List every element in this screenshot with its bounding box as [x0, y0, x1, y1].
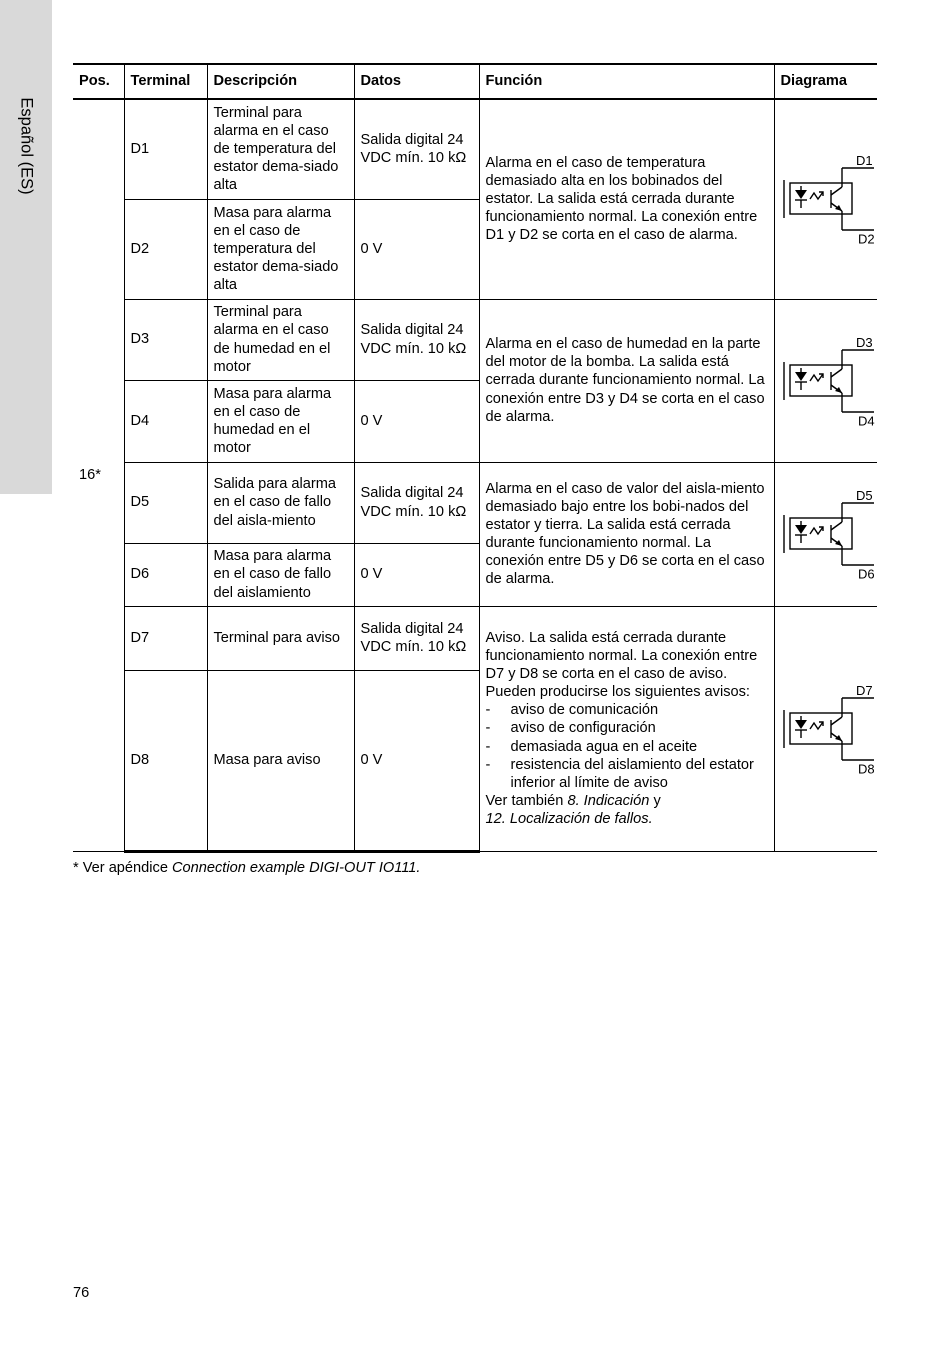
- light-arrow: [810, 527, 823, 534]
- descripcion-cell: Masa para alarma en el caso de temperatura del estator dema-siado alta: [207, 199, 354, 299]
- device-box: [790, 183, 852, 214]
- transistor-collector: [831, 717, 842, 725]
- device-box: [790, 518, 852, 549]
- terminal-cell: D1: [124, 99, 207, 199]
- transistor-collector: [831, 522, 842, 530]
- terminal-label-top: D1: [855, 153, 873, 169]
- device-box: [790, 365, 852, 396]
- reference-link: 12. Localización de fallos.: [485, 810, 653, 827]
- diagram-cell: [774, 99, 877, 299]
- table-row: [73, 462, 877, 543]
- datos-cell: 0 V: [354, 543, 479, 606]
- funcion-cell: Alarma en el caso de valor del aisla-miento demasiado bajo entre los bobi-nados del estator y tierra. La salida está cerrada durante funcionamiento normal. La conexión entre D5 y D6 se corta en el caso de alarma.: [479, 462, 774, 606]
- diagram-cell: [774, 606, 877, 851]
- led-triangle: [795, 190, 807, 199]
- optocoupler-output-icon: [781, 488, 875, 582]
- optocoupler-symbol: [781, 488, 877, 582]
- reference-link: 8. Indicación: [567, 792, 650, 809]
- list-item: - demasiada agua en el aceite: [485, 738, 698, 755]
- terminal-label-bottom: D4: [857, 413, 875, 429]
- led-triangle: [795, 372, 807, 381]
- datos-cell: Salida digital 24 VDC mín. 10 kΩ: [354, 299, 479, 380]
- header-descripcion: Descripción: [207, 64, 354, 99]
- diagram-cell: [774, 462, 877, 606]
- funcion-list-intro: Pueden producirse los siguientes avisos:: [485, 684, 750, 701]
- descripcion-cell: Masa para aviso: [207, 670, 354, 851]
- terminal-label-top: D3: [855, 334, 873, 350]
- terminal-label-top: D7: [855, 682, 873, 698]
- datos-cell: Salida digital 24 VDC mín. 10 kΩ: [354, 606, 479, 670]
- list-item: - resistencia del aislamiento del estator inferior al límite de aviso: [485, 756, 754, 791]
- light-arrow: [810, 722, 823, 729]
- optocoupler-output-icon: [781, 153, 875, 247]
- optocoupler-symbol: [781, 334, 877, 429]
- header-funcion: Función: [479, 64, 774, 99]
- light-arrow: [810, 192, 823, 199]
- header-terminal: Terminal: [124, 64, 207, 99]
- terminal-cell: D7: [124, 606, 207, 670]
- datos-cell: 0 V: [354, 670, 479, 851]
- descripcion-cell: Masa para alarma en el caso de fallo del aislamiento: [207, 543, 354, 606]
- language-label: Español (ES): [17, 97, 36, 195]
- device-box: [790, 713, 852, 744]
- transistor-collector: [831, 187, 842, 195]
- led-triangle: [795, 720, 807, 729]
- terminal-cell: D8: [124, 670, 207, 851]
- header-datos: Datos: [354, 64, 479, 99]
- diagram-cell: [774, 299, 877, 462]
- terminal-cell: D4: [124, 380, 207, 462]
- header-pos: Pos.: [73, 64, 124, 99]
- list-item: - aviso de configuración: [485, 720, 656, 737]
- terminal-label-bottom: D2: [857, 231, 875, 247]
- terminal-label-bottom: D6: [857, 566, 875, 582]
- table-row: [73, 299, 877, 380]
- descripcion-cell: Terminal para alarma en el caso de humedad en el motor: [207, 299, 354, 380]
- table-header-row: [73, 64, 877, 99]
- table-row: [73, 606, 877, 670]
- terminal-cell: D5: [124, 462, 207, 543]
- funcion-intro: Aviso. La salida está cerrada durante funcionamiento normal. La conexión entre D7 y D8 se corta en el caso de aviso.: [485, 629, 758, 683]
- footnote-reference: Connection example DIGI-OUT IO111.: [172, 860, 421, 876]
- led-triangle: [795, 525, 807, 534]
- funcion-see-also: Ver también 8. Indicación y 12. Localización de fallos.: [485, 792, 661, 827]
- terminal-label-bottom: D8: [857, 761, 875, 777]
- terminal-cell: D2: [124, 199, 207, 299]
- datos-cell: Salida digital 24 VDC mín. 10 kΩ: [354, 462, 479, 543]
- descripcion-cell: Terminal para alarma en el caso de temperatura del estator dema-siado alta: [207, 99, 354, 199]
- header-diagrama: Diagrama: [774, 64, 877, 99]
- page-number: 76: [73, 1285, 90, 1301]
- descripcion-cell: Salida para alarma en el caso de fallo del aisla-miento: [207, 462, 354, 543]
- datos-cell: 0 V: [354, 199, 479, 299]
- terminal-cell: D3: [124, 299, 207, 380]
- pos-cell: 16*: [73, 99, 124, 851]
- funcion-cell: [479, 606, 774, 851]
- funcion-cell: Alarma en el caso de humedad en la parte del motor de la bomba. La salida está cerrada durante funcionamiento normal. La conexión entre D3 y D4 se corta en el caso de alarma.: [479, 299, 774, 462]
- transistor-collector: [831, 369, 842, 377]
- light-arrow: [810, 374, 823, 381]
- datos-cell: Salida digital 24 VDC mín. 10 kΩ: [354, 99, 479, 199]
- funcion-cell: Alarma en el caso de temperatura demasiado alta en los bobinados del estator. La salida está cerrada durante funcionamiento normal. La conexión entre D1 y D2 se corta en el caso de alarma.: [479, 99, 774, 299]
- descripcion-cell: Terminal para aviso: [207, 606, 354, 670]
- datos-cell: 0 V: [354, 380, 479, 462]
- table-row: [73, 99, 877, 199]
- language-side-tab: [0, 0, 52, 494]
- optocoupler-symbol: [781, 682, 877, 777]
- optocoupler-output-icon: [781, 682, 875, 777]
- footnote: * Ver apéndice Connection example DIGI-OUT IO111.: [73, 860, 421, 876]
- optocoupler-output-icon: [781, 334, 875, 429]
- terminal-label-top: D5: [855, 488, 873, 503]
- list-item: - aviso de comunicación: [485, 702, 659, 719]
- terminal-spec-table: [73, 63, 877, 853]
- descripcion-cell: Masa para alarma en el caso de humedad en el motor: [207, 380, 354, 462]
- optocoupler-symbol: [781, 153, 877, 247]
- warning-list: [486, 701, 768, 791]
- terminal-cell: D6: [124, 543, 207, 606]
